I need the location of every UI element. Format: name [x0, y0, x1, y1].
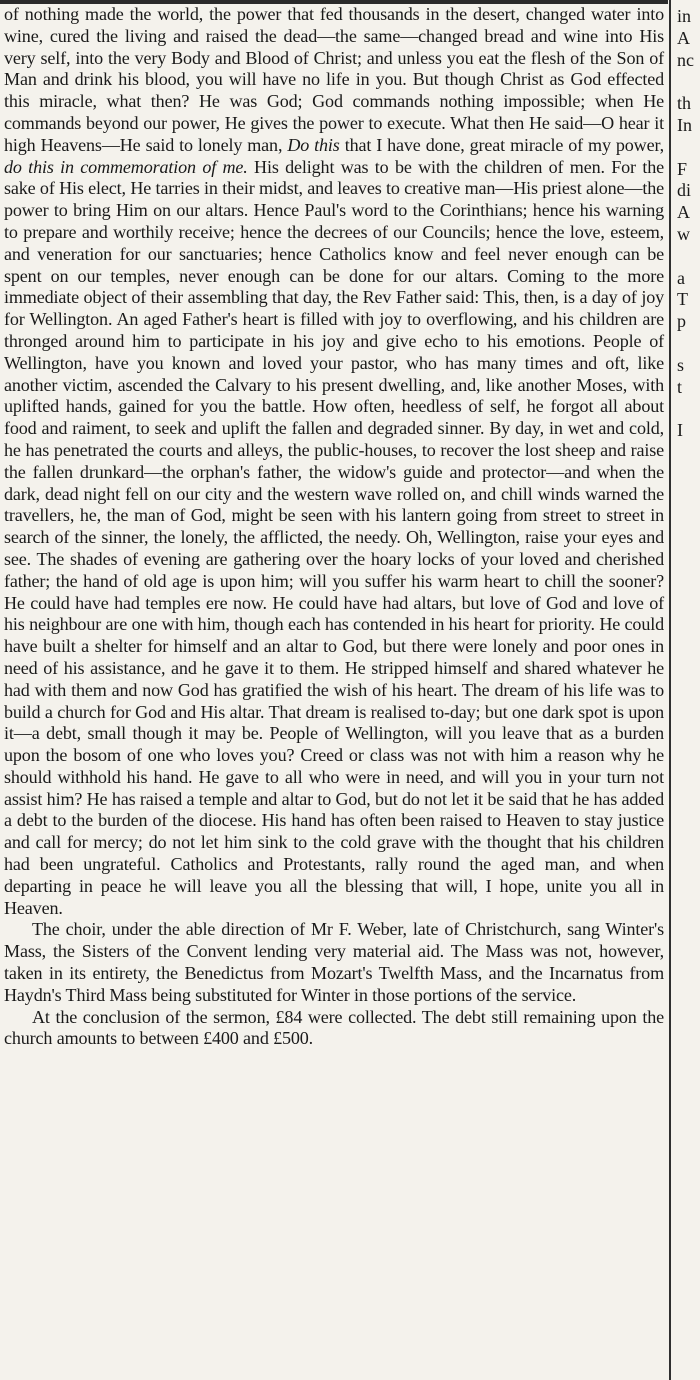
fragment-line: th	[677, 93, 692, 114]
sermon-italic-1: Do this	[287, 134, 340, 155]
fragment-line	[677, 137, 700, 159]
adjacent-column-fragments	[677, 6, 700, 442]
choir-paragraph: The choir, under the able direction of Mr F. Weber, late of Christchurch, sang Winter's Mass, the Sisters of the Convent lending very material aid. The Mass was not, however, taken in its entirety, the Benedictus from Mozart's Twelfth Mass, and the Incarnatus from Haydn's Third Mass being substituted for Winter in those portions of the service.	[4, 919, 664, 1005]
sermon-italic-2: do this in commemoration of me.	[4, 156, 248, 177]
sermon-text-3: His delight was to be with the children of men. For the sake of His elect, He tarries in their midst, and leaves to creative man—His priest alone—the power to bring Him on our altars. Hence Paul's word to the Corinthians; hence his warning to prepare and worthily receive; hence the decrees of our Councils; hence the love, esteem, and veneration for our sanctuaries; hence Catholics know and feel never enough can be spent on our temples, never enough can be done for our altars. Coming to the more immediate object of their assembling that day, the Rev Father said: This, then, is a day of joy for Wellington. An aged Father's heart is filled with joy to overflowing, and his children are thronged around him to participate in his joy and give echo to his emotions. People of Wellington, have you known and loved your pastor, who has many times and oft, like another victim, ascended the Calvary to his present dwelling, and, like another Moses, with uplifted hands, gained for you the battle. How often, heedless of self, he forgot all about food and raiment, to seek and uplift the fallen and degraded sinner. By day, in wet and cold, he has penetrated the courts and alleys, the public-houses, to recover the lost sheep and raise the fallen drunkard—the orphan's father, the widow's guide and protector—and when the dark, dead night fell on our city and the western wave rolled on, and chill winds warned the travellers, he, the man of God, might be seen with his lantern going from street to street in search of the sinner, the lonely, the afflicted, the needy. Oh, Wellington, raise your eyes and see. The shades of evening are gathering over the hoary locks of your loved and cherished father; the hand of old age is upon him; will you suffer his warm heart to chill the sooner? He could have had temples ere now. He could have had altars, but love of God and love of his neighbour are one with him, though each has contended in his heart for priority. He could have built a shelter for himself and an altar to God, but there were lonely and poor ones in need of his assistance, and he gave it to them. He stripped himself and shared whatever he had with them and now God has gratified the wish of his heart. The dream of his life was to build a church for God and His altar. That dream is realised to-day; but one dark spot is upon it—a debt, small though it may be. People of Wellington, will you leave that as a burden upon the bosom of one who loves you? Creed or class was not with him a reason why he should withhold his hand. He gave to all who were in need, and will you in your turn not assist him? He has raised a temple and altar to God, but do not let it be said that he has added a debt to the burden of the diocese. His hand has often been raised to Heaven to stay justice and call for mercy; do not let him sink to the cold grave with the thought that his children had been ungrateful. Catholics and Protestants, rally round the aged man, and when departing in peace he will leave you all the blessing that will, I hope, unite you all in Heaven.	[4, 156, 664, 918]
fragment-line: F	[677, 158, 688, 179]
fragment-line	[677, 333, 700, 355]
fragment-line: A	[677, 202, 690, 223]
column-divider	[669, 0, 671, 1380]
fragment-line: a	[677, 267, 685, 288]
sermon-text-2: that I have done, great miracle of my power,	[339, 134, 665, 155]
sermon-text-1: of nothing made the world, the power that fed thousands in the desert, changed water into wine, cured the living and raised the dead—the same—changed bread and wine into His very self, into the very Body and Blood of Christ; and unless you eat the flesh of the Son of Man and drink his blood, you will have no life in you. But though Christ as God effected this miracle, what then? He was God; God commands nothing impossible; when He commands beyond our power, He gives the power to execute. What then He said—O hear it high Heavens—He said to lonely man,	[4, 4, 664, 155]
fragment-line: p	[677, 311, 686, 332]
fragment-line: nc	[677, 49, 694, 70]
fragment-line: In	[677, 114, 692, 135]
fragment-line: in	[677, 6, 692, 26]
article-column	[4, 4, 664, 1050]
fragment-line: s	[677, 354, 685, 375]
fragment-line: w	[677, 223, 690, 244]
sermon-paragraph	[4, 4, 664, 919]
fragment-line: di	[677, 180, 692, 201]
collection-paragraph: At the conclusion of the sermon, £84 were collected. The debt still remaining upon the church amounts to between £400 and £500.	[4, 1006, 664, 1049]
fragment-line: I	[677, 420, 683, 441]
fragment-line: t	[677, 376, 683, 397]
fragment-line	[677, 71, 700, 93]
fragment-line: A	[677, 27, 690, 48]
fragment-line: T	[677, 289, 688, 310]
fragment-line	[677, 398, 700, 420]
fragment-line	[677, 246, 700, 268]
